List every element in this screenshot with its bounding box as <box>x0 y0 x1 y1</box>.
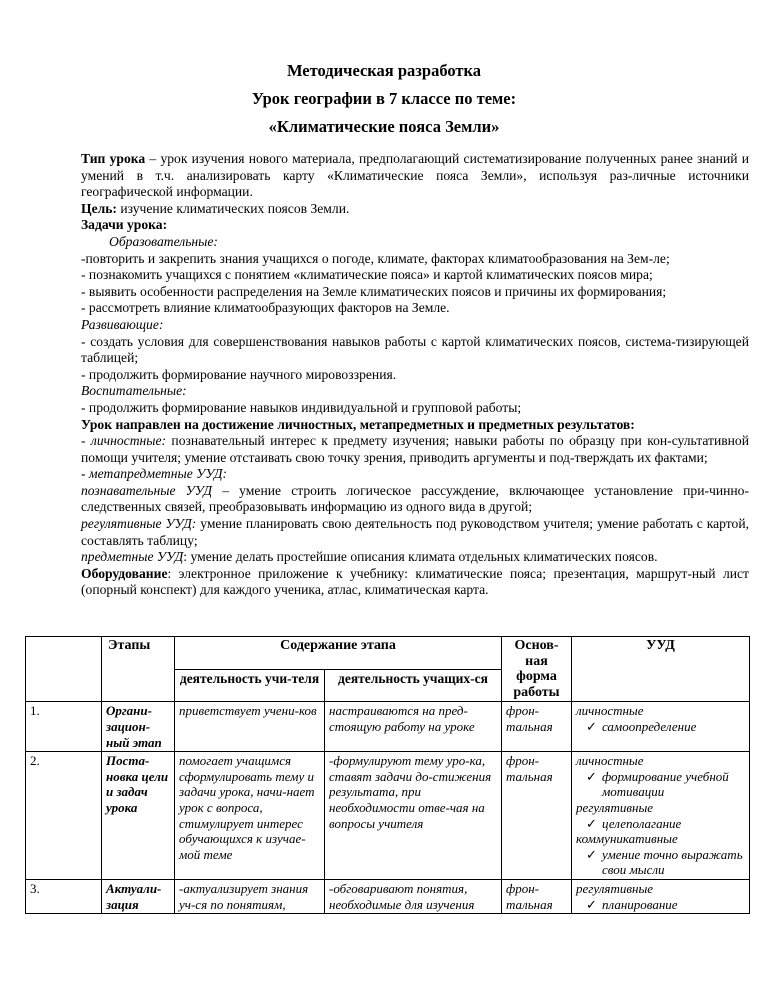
uud-check-text: формирование учебной мотивации <box>602 768 729 800</box>
stage-name: Поста-новка цели и задач урока <box>102 752 175 880</box>
intro-block <box>81 151 749 599</box>
lesson-type-text: – урок изучения нового материала, предполагающий систематизирование полученных ранее знаний и умений в т.ч. анализировать карту «Климатические пояса Земли», используя раз-личные источники географической информации. <box>81 151 749 200</box>
table-row <box>26 702 750 752</box>
uud-check-item <box>576 897 745 913</box>
equipment-paragraph <box>81 566 749 599</box>
vos-heading: Воспитательные: <box>81 383 187 399</box>
subject-label: предметные УУД <box>81 549 184 565</box>
uud-header: УУД <box>572 637 750 702</box>
check-icon: ✓ <box>586 896 597 912</box>
uud-label: регулятивные <box>576 799 654 815</box>
uud-check-item <box>576 816 745 832</box>
dev-heading: Развивающие: <box>81 316 164 332</box>
subject-uud <box>81 549 749 566</box>
vos-item: - продолжить формирование навыков индивидуальной и групповой работы; <box>81 399 522 415</box>
student-activity: настраиваются на пред-стоящую работу на уроке <box>325 702 502 752</box>
doc-title-line-1: Методическая разработка <box>286 61 482 80</box>
work-form: фрон-тальная <box>502 702 572 752</box>
goal-label: Цель: <box>81 200 117 216</box>
check-icon: ✓ <box>586 768 597 784</box>
uud-check-item <box>576 847 745 878</box>
row-number: 3. <box>26 879 102 913</box>
equipment-label: Оборудование <box>81 565 168 581</box>
stage-name: Органи-зацион-ный этап <box>102 702 175 752</box>
goal-paragraph <box>81 201 749 218</box>
uud-cell <box>572 879 750 913</box>
check-icon: ✓ <box>586 815 597 831</box>
meta-heading: - метапредметные УУД: <box>81 466 228 482</box>
form-header: Основ-ная форма работы <box>502 637 572 702</box>
results-heading: Урок направлен на достижение личностных, метапредметных и предметных результатов: <box>81 416 635 432</box>
equipment-text: : электронное приложение к учебнику: климатические пояса; презентация, маршрут-ный лист (опорный конспект) для каждого ученика, атлас, климатическая карта. <box>81 565 749 598</box>
student-activity-header: деятельность учащих-ся <box>325 669 502 702</box>
teacher-activity: -актуализирует знания уч-ся по понятиям, <box>175 879 325 913</box>
edu-item: - рассмотреть влияние климатообразующих факторов на Земле. <box>81 300 450 316</box>
doc-title-line-3: «Климатические пояса Земли» <box>268 117 500 136</box>
work-form: фрон-тальная <box>502 879 572 913</box>
student-activity: -обговаривают понятия, необходимые для изучения <box>325 879 502 913</box>
tasks-heading: Задачи урока: <box>81 217 168 233</box>
edu-item: -повторить и закрепить знания учащихся о погоде, климате, факторах климатообразования на Зем-ле; <box>81 250 670 266</box>
teacher-activity: приветствует учени-ков <box>175 702 325 752</box>
row-number: 1. <box>26 702 102 752</box>
lesson-stages-table <box>25 636 750 914</box>
check-icon: ✓ <box>586 718 597 734</box>
uud-cell <box>572 752 750 880</box>
personal-label: личностные: <box>90 433 167 449</box>
dev-item: - создать условия для совершенствования навыков работы с картой климатических поясов, система-тизирующей таблицей; <box>81 333 749 366</box>
edu-heading: Образовательные: <box>109 233 218 249</box>
uud-check-item <box>576 719 745 735</box>
goal-text: изучение климатических поясов Земли. <box>116 200 350 216</box>
lesson-type-label: Тип урока <box>81 151 146 166</box>
uud-label: регулятивные <box>576 880 654 896</box>
check-icon: ✓ <box>586 846 597 862</box>
table-row <box>26 879 750 913</box>
stage-name: Актуали-зация <box>102 879 175 913</box>
regulative-text: умение планировать свою деятельность под руководством учителя; умение работать с картой, составлять таблицу; <box>81 516 749 548</box>
teacher-activity-header: деятельность учи-теля <box>175 669 325 702</box>
uud-label: коммуникативные <box>576 831 678 847</box>
subject-text: : умение делать простейшие описания климата отдельных климатических поясов. <box>183 549 658 565</box>
uud-check-text: планирование <box>602 896 678 912</box>
regulative-label: регулятивные УУД: <box>81 516 197 532</box>
uud-label: личностные <box>576 703 644 719</box>
personal-prefix: - <box>81 433 91 449</box>
uud-check-text: самоопределение <box>602 718 697 734</box>
personal-text: познавательный интерес к предмету изучения; навыки работы по образцу при кон-сультативной помощи учителя; умение отстаивать свою точку зрения, приводить аргументы и под-тверждать их фактами; <box>81 433 749 465</box>
cognitive-uud <box>81 483 749 516</box>
personal-results <box>81 433 749 466</box>
table-row <box>26 752 750 880</box>
regulative-uud <box>81 516 749 549</box>
stages-header: Этапы <box>102 637 175 702</box>
lesson-type-paragraph <box>81 151 749 201</box>
edu-item: - выявить особенности распределения на Земле климатических поясов и причины их формирования; <box>81 283 667 299</box>
work-form: фрон-тальная <box>502 752 572 880</box>
teacher-activity: помогает учащимся сформулировать тему и задачи урока, начи-нает урок с вопроса, стимулирует интерес обучающихся к изучае-мой теме <box>175 752 325 880</box>
edu-item: - познакомить учащихся с понятием «климатические пояса» и картой климатических поясов мира; <box>81 267 653 283</box>
uud-cell <box>572 702 750 752</box>
uud-check-text: целеполагание <box>602 815 682 831</box>
num-header-cell <box>26 637 102 702</box>
uud-check-item <box>576 769 745 800</box>
dev-item: - продолжить формирование научного мировоззрения. <box>81 366 397 382</box>
table-header-row <box>26 637 750 670</box>
uud-label: личностные <box>576 753 644 769</box>
doc-title-line-2: Урок географии в 7 классе по теме: <box>251 89 517 108</box>
cognitive-label: познавательные УУД <box>81 482 213 498</box>
uud-check-text: умение точно выражать свои мысли <box>602 846 743 878</box>
cognitive-text: – умение строить логическое рассуждение, включающее установление при-чинно-следственных связей, преобразовывать информацию из одного вида в другой; <box>81 482 749 515</box>
row-number: 2. <box>26 752 102 880</box>
content-header: Содержание этапа <box>175 637 502 670</box>
student-activity: -формулируют тему уро-ка, ставят задачи до-стижения результата, при необходимости отве-чая на вопросы учителя <box>325 752 502 880</box>
